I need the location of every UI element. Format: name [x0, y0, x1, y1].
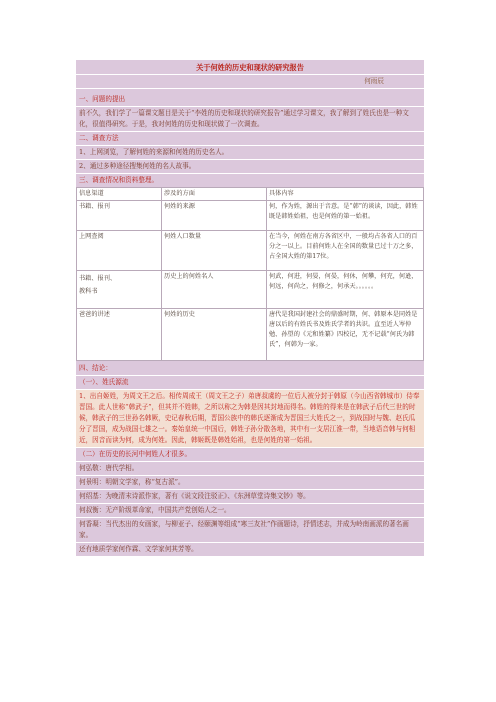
table-cell: 何姓人口数量 — [162, 231, 267, 271]
section-3-heading: 三、调查情况和资料整理。 — [76, 173, 424, 187]
table-cell: 唐代是我国封建社会的鼎盛时期，何、韩原本是同姓是唐以后的有姓氏书及姓氏学者的共识。直至近人岑仲勉、孙望的《元和姓纂》四校记，无不记载“何氏为韩氏”，何韩为一家。 — [267, 309, 424, 361]
table-cell: 历史上的何姓名人 — [162, 271, 267, 309]
report-title: 关于何姓的历史和现状的研究报告 — [76, 60, 424, 74]
table-cell: 何姓的历史 — [162, 309, 267, 361]
surname-origin-heading: （一）、姓氏源流 — [76, 375, 424, 389]
table-header-cell: 涉及的方面 — [162, 188, 267, 201]
table-cell: 何姓的来源 — [162, 201, 267, 231]
table-cell: 在当今，何姓在南方各省区中，一般均占各省人口的百分之一以上。目前何姓人在全国的数量已过十万之多，占全国大姓的第17位。 — [267, 231, 424, 271]
section-2-heading: 二、调查方法 — [76, 131, 424, 145]
section-2-item-2: 2、通过多种途径搜集何姓的名人故事。 — [76, 159, 424, 173]
table-header-row — [77, 188, 424, 201]
table-header-cell: 信息渠道 — [77, 188, 162, 201]
table-row — [77, 309, 424, 361]
section-2-item-1: 1、上网浏览，了解何姓的来源和何姓的历史名人。 — [76, 145, 424, 159]
table-row — [77, 231, 424, 271]
table-cell: 上网查阅 — [77, 231, 162, 271]
notable-person: 何香凝：当代杰出的女画家，与柳亚子、经颐渊等组成“寒三友社”作画题诗，抒情述志，并成为岭南画派的著名画家。 — [76, 517, 424, 542]
report-page — [76, 60, 424, 556]
table-cell: 书籍、报刊、 教科书 — [77, 271, 162, 309]
table-cell: 何，作为姓，源出于音意。是“韩”的谈读，因此，韩姓既是韩姓始祖，也是何姓的第一始祖。 — [267, 201, 424, 231]
surname-origin-paragraph: 1、出自姬姓，为周文王之后。相传周成王（周文王之子）弟唐叔虞的一位后人被分封于韩原（今山西省韩城市）侍奉晋国。此人世称“韩武子”，但其并不姓韩，之所以称之为韩是因其封地而得名。韩姓的得来是在韩武子后代三世的时候，韩武子的三世孙名韩厥，史记春秋后期，晋国公族中的韩氏逐渐成为晋国三大姓氏之一，到战国时与魏、赵氏瓜分了晋国，成为战国七雄之一。秦始皇统一中国后，韩姓子孙分散各地，其中有一支居江淮一带，当地语音韩与何相近，因音而读为何，成为何姓。因此，韩姬既是韩姓始祖，也是何姓的第一始祖。 — [76, 389, 424, 447]
table-cell: 爸爸的讲述 — [77, 309, 162, 361]
info-table — [76, 187, 424, 361]
notable-person: 何叔衡：无产阶级革命家，中国共产党创始人之一。 — [76, 503, 424, 517]
table-cell: 何武，何进，何晏，何晏，何休，何攀，何充，何逊，何远，何尚之，何修之，何承天。。。。。。 — [267, 271, 424, 309]
author-name: 何雨辰 — [76, 74, 424, 88]
section-1-heading: 一、问题的提出 — [76, 88, 424, 106]
notable-person: 何景明：明朝文学家，称“复古派”。 — [76, 475, 424, 489]
section-4-heading: 四、结论： — [76, 361, 424, 375]
table-cell: 书籍、报刊 — [77, 201, 162, 231]
table-row — [77, 271, 424, 309]
notable-person: 何弘敬：唐代学相。 — [76, 461, 424, 475]
table-header-cell: 具体内容 — [267, 188, 424, 201]
notable-people-heading: （二）在历史的长河中何姓人才很多。 — [76, 447, 424, 461]
notable-person: 何绍基：为晚清末诗派作家，著有《说文段注驳正》、《东洲草堂诗集文钞》等。 — [76, 489, 424, 503]
section-1-text: 前不久，我们学了一篇课文题目是关于“李姓的历史和现状的研究报告”通过学习课文，我了解到了姓氏也是一种文化，很值得研究。于是，我对何姓的历史和现状做了一次调查。 — [76, 106, 424, 131]
table-row — [77, 201, 424, 231]
notable-person: 还有地质学家何作霖、文学家何其芳等。 — [76, 542, 424, 556]
